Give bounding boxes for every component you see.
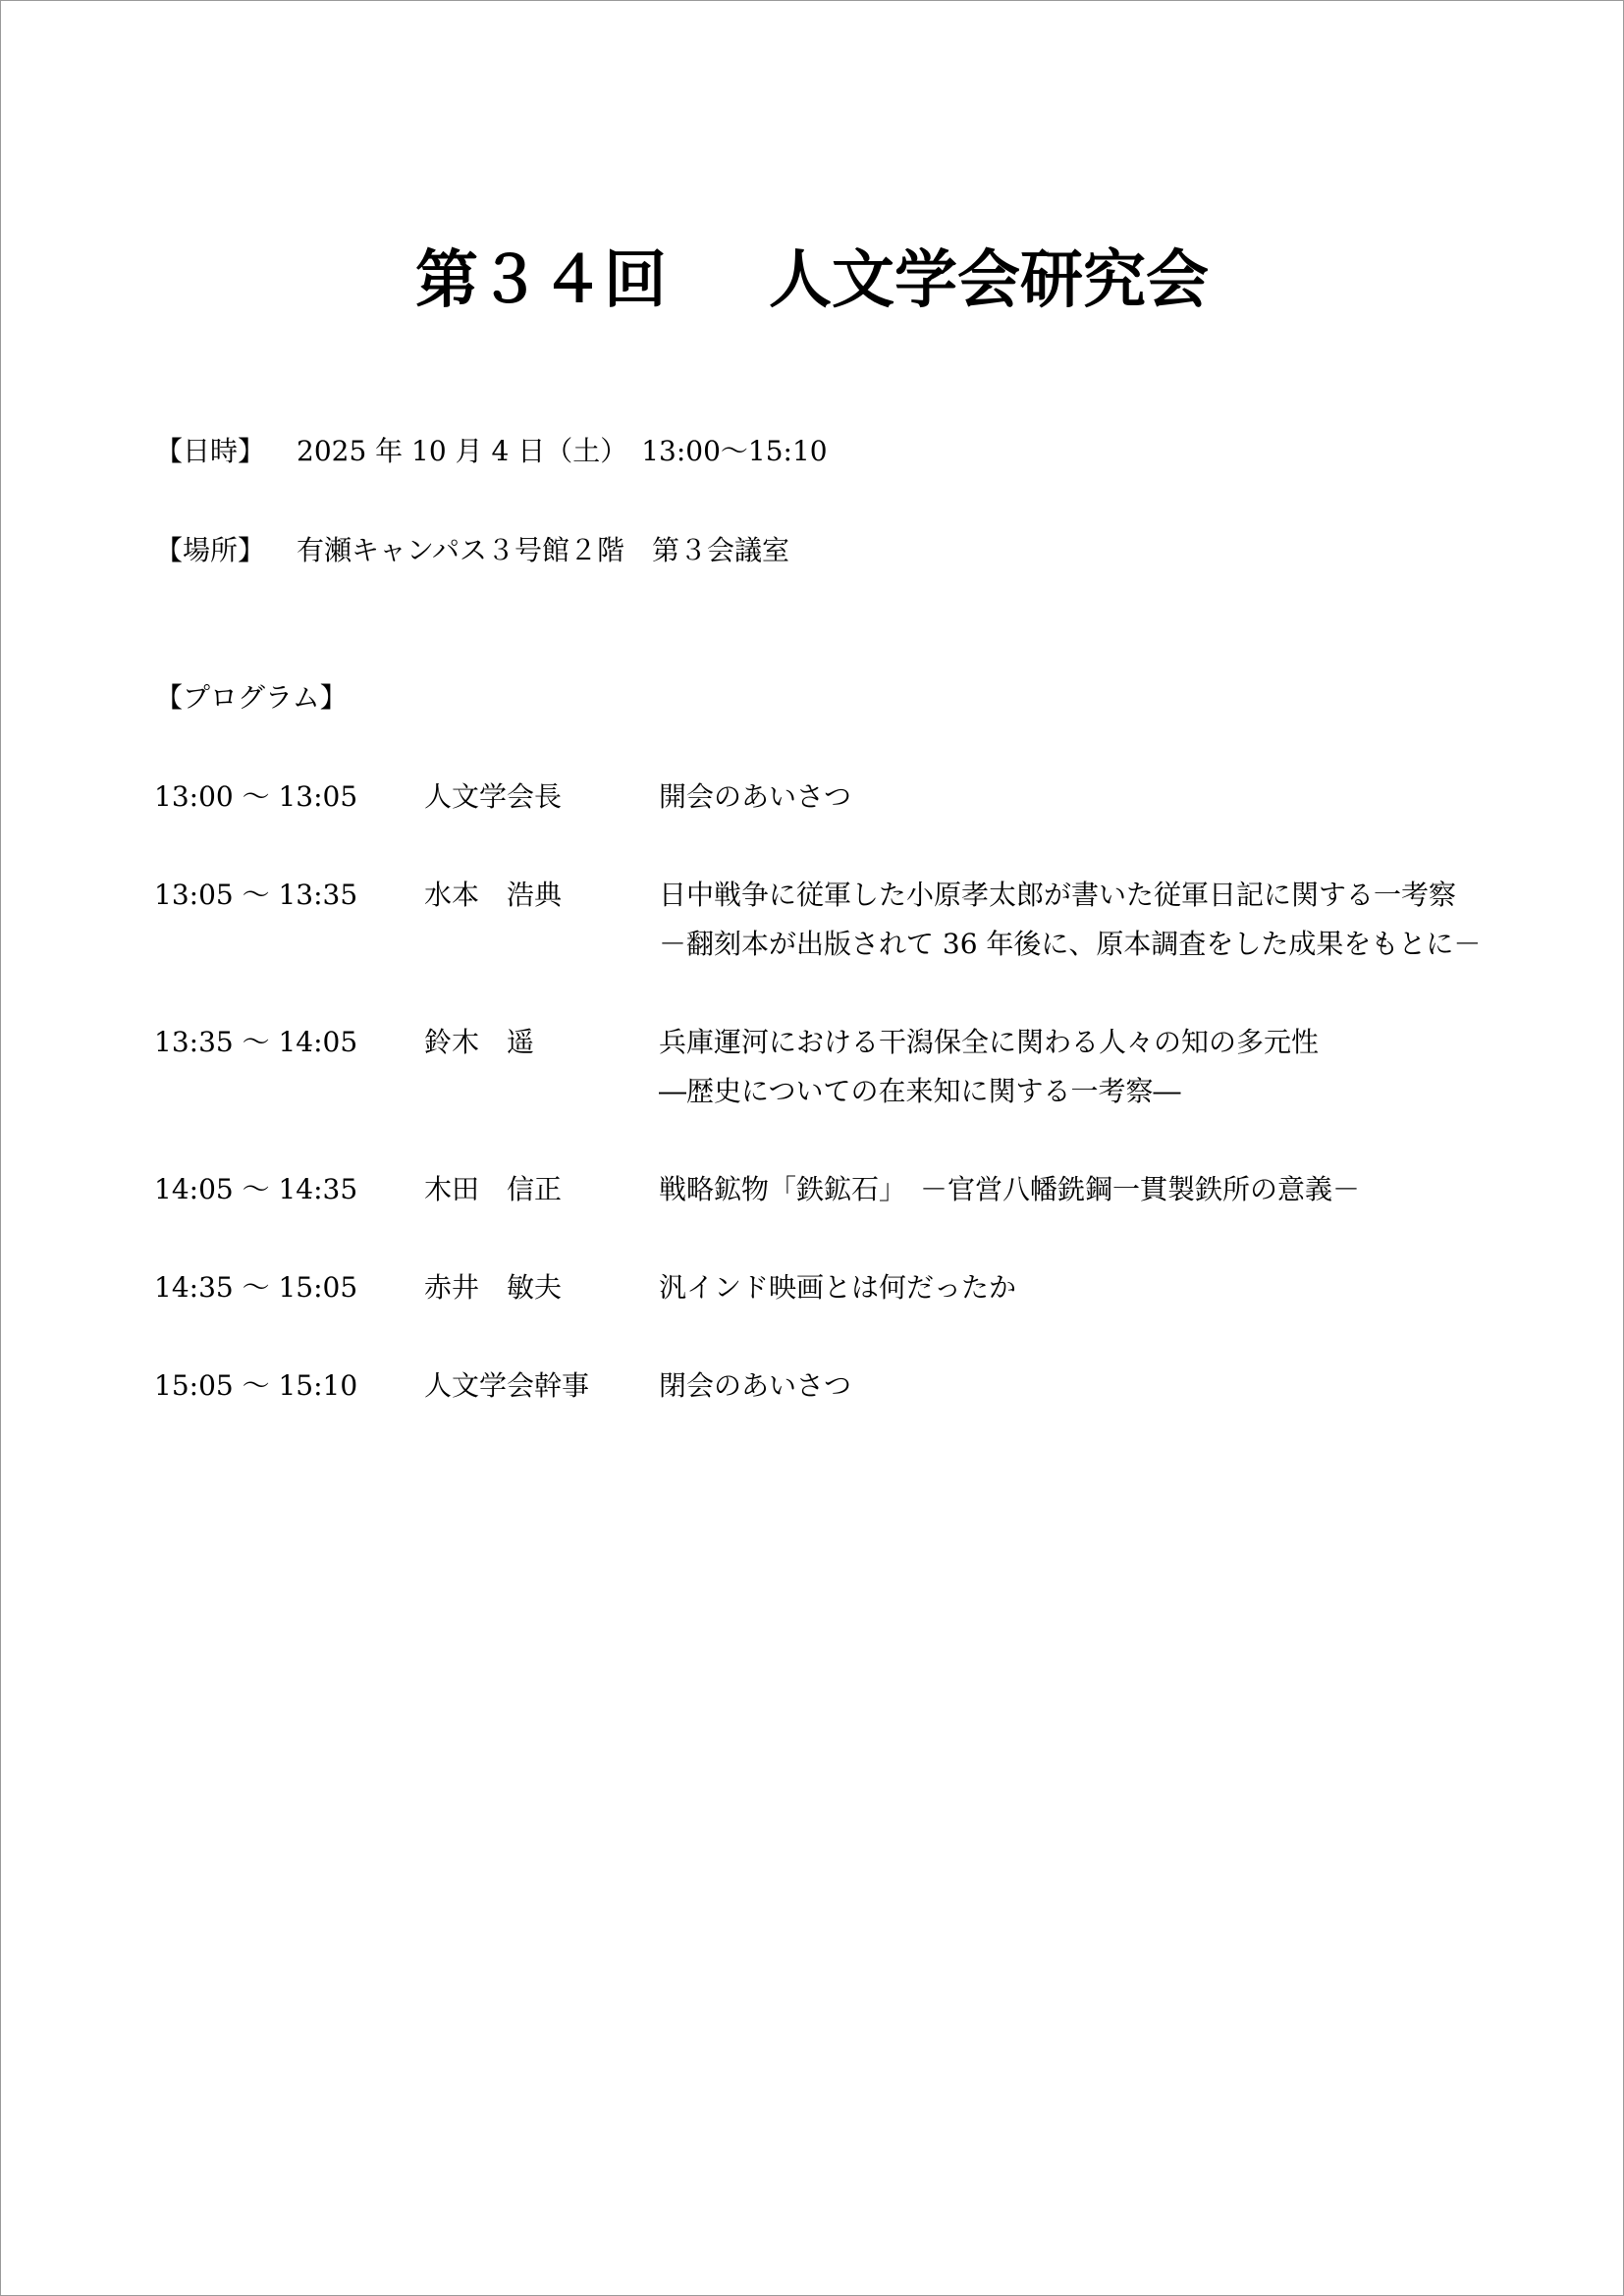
program-item-subtitle: ―歴史についての在来知に関する一考察― xyxy=(659,1075,1181,1107)
program-item-topic: 汎インド映画とは何だったか xyxy=(659,1271,1017,1304)
program-item-time: 13:35 ～ 14:05 xyxy=(154,1026,358,1058)
program-item-speaker: 木田 信正 xyxy=(424,1173,563,1205)
program-item-time: 14:35 ～ 15:05 xyxy=(154,1271,358,1304)
page-title xyxy=(0,234,1624,328)
program-item-time: 13:00 ～ 13:05 xyxy=(154,780,358,813)
title-name: 人文学会研究会 xyxy=(769,244,1209,317)
program-item-speaker: 人文学会幹事 xyxy=(424,1369,590,1402)
program-item-topic: 閉会のあいさつ xyxy=(659,1369,852,1402)
program-item-topic: 日中戦争に従軍した小原孝太郎が書いた従軍日記に関する一考察 xyxy=(659,879,1457,911)
program-item-speaker: 鈴木 遥 xyxy=(424,1026,535,1058)
program-item-time: 13:05 ～ 13:35 xyxy=(154,879,358,911)
program-item-topic: 兵庫運河における干潟保全に関わる人々の知の多元性 xyxy=(659,1026,1320,1058)
program-item-speaker: 赤井 敏夫 xyxy=(424,1271,563,1304)
place-value: 有瀬キャンパス３号館２階 第３会議室 xyxy=(297,534,790,566)
datetime-value: 2025 年 10 月 4 日（土） 13:00〜15:10 xyxy=(297,435,828,467)
program-item-speaker: 人文学会長 xyxy=(424,780,563,813)
program-item-topic: 開会のあいさつ xyxy=(659,780,852,813)
program-item-time: 15:05 ～ 15:10 xyxy=(154,1369,358,1402)
program-item-subtitle: －翻刻本が出版されて 36 年後に、原本調査をした成果をもとに－ xyxy=(659,928,1482,960)
place-label: 【場所】 xyxy=(155,534,266,566)
program-item-speaker: 水本 浩典 xyxy=(424,879,563,911)
title-number: 第３４回 xyxy=(415,244,667,317)
program-item-time: 14:05 ～ 14:35 xyxy=(154,1173,358,1205)
datetime-label: 【日時】 xyxy=(155,435,266,467)
program-item-topic: 戦略鉱物「鉄鉱石」 －官営八幡銑鋼一貫製鉄所の意義－ xyxy=(659,1173,1361,1205)
program-heading: 【プログラム】 xyxy=(155,681,348,714)
